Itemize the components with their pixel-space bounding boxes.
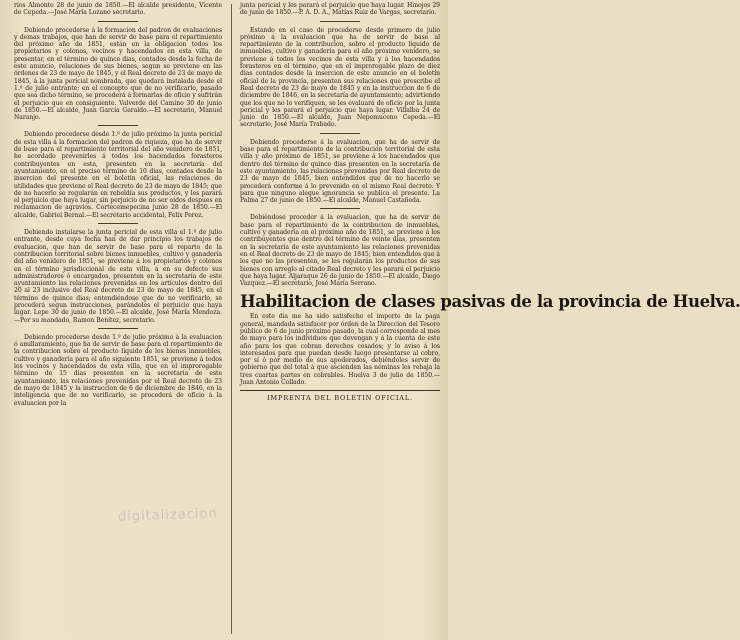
section-separator	[98, 21, 138, 22]
notice-paragraph: ríos Almonte 28 de junio de 1850.—El alcalde presidente, Vicente de Cepeda.—José María Lozano secretario.	[14, 2, 222, 17]
notice-paragraph: Debiendo procederse á la evaluacion, que ha de servir de base para el repartimiento de la contribucion territorial de esta villa y año próximo de 1851, se previene á los hacendados que dentro del término de quince dias presenten en la secretaría de este ayuntamiento, las relaciones prevenidas por Real decreto de 23 de mayo de 1845, bien entendidos que de no hacerlo se procederá conforme á lo prevenido en el mismo Real decreto. Y para que ninguno alegue ignorancia se publica el presente. La Palma 27 de junio de 1850.—El alcalde, Manuel Castañeda.	[240, 138, 440, 205]
left-column	[14, 2, 222, 638]
column-divider	[231, 4, 232, 634]
footer-rule	[240, 390, 440, 391]
watermark-text: digitalizacion	[117, 506, 218, 525]
section-separator	[98, 223, 138, 224]
notice-paragraph: Debiendo procederse desde 1.º de julio próximo á la evaluacion ó amillaramiento, que ha de servir de base para el repartimiento de la contribucion sobre el producto líquido de los bienes inmuebles, cultivo y ganadería para el año siguiente 1851, se previene á todos los vecinos y hacendados de esta villa, que en el improrogable término de 15 dias presenten en la secretaría de este ayuntamiento, las relaciones prevenidas por el Real decreto de 23 de mayo de 1845 y la instruccion de 6 de diciembre de 1846, en la inteligencia que de no verificarlo, se procederá de oficio á la evaluacion por la	[14, 333, 222, 407]
section-separator	[98, 328, 138, 329]
notice-paragraph: Debiendo procederse desde 1.º de julio próximo la junta pericial de esta villa á la formacion del padron de riqueza, que ha de servir de base para el repartimiento territorial del año venidero de 1851, he acordado prevenirles á todos los hacendados forasteros contribuyentes en esta, presenten en la secretaría del ayuntamiento, en el preciso término de 10 dias, contados desde la insercion del presente en el boletín oficial, las relaciones de utilidades que previene el Real decreto de 23 de mayo de 1845; que de no hacerlo se regularán en rebeldía sus productos, y les parará el perjuicio que haya lugar, sin perjuicio de no ser oidos despues en reclamacion de agravios. Cortecemepecina junio 28 de 1850.—El alcalde, Gabriel Bernal.—El secretario accidental, Felix Perez.	[14, 131, 222, 219]
printer-imprint: IMPRENTA DEL BOLETIN OFICIAL.	[267, 394, 413, 403]
section-separator	[320, 21, 360, 22]
section-separator	[320, 208, 360, 209]
right-column	[240, 2, 740, 638]
notice-paragraph: Estando en el caso de procederse desde primero de julio próximo á la evaluacion que ha de servir de base al repartimiento de la contribucion, sobre el producto líquido de inmuebles, cultivo y ganadería para el año próximo venidero, se previene á todos los vecinos de esta villa y á los hacendados forasteros en el término, que en el improrogable plazo de diez dias contados desde la insercion de este anuncio en el boletín oficial de la provincia, presenten sus relaciones que prescribe el Real decreto de 23 de mayo de 1845 y en la instruccion de 6 de diciembre de 1846, en la secretaría de ayuntamiento; advirtiendo que los que no lo verifiquen, se les evaluará de oficio por la junta pericial y les parará el perjuicio que haya lugar. Villalba 24 de junio de 1850.—El alcalde, Juan Nepomuceno Cepeda.—El secretario, José María Trabado.	[240, 26, 440, 129]
notice-paragraph: junta pericial y les parará el perjuicio que haya lugar. Hinojos 29 de junio de 1850.—P. A. D. A., Matías Ruiz de Vargas, secretario.	[240, 2, 440, 17]
notice-paragraph: Debiendo instalarse la junta pericial de esta villa el 1.º de julio entrante, desde cuya fecha han de dar principio los trabajos de evaluacion, que han de servir de base para el reparto de la contribucion territorial sobre bienes inmuebles, cultivo y ganadería del año venidero de 1851, se previene á los propietarios y colonos en el término jurisdiccional de esta villa, á en su defecto sus administradores ó encargados, presenten en la secretaría de este ayuntamiento las relaciones prevenidas en los artículos dentro del 20 al 23 inclusive del Real decreto de 23 de mayo de 1845, en el término de quince dias; entendiéndose que de no verificarlo, se procederá segun instrucciones, parándoles el perjuicio que haya lugar. Lepe 30 de junio de 1850.—El alcalde, José María Mendoza.—Por su mandado, Ramon Benitez, secretario.	[14, 229, 222, 324]
section-separator	[98, 125, 138, 126]
section-heading: Habilitacion de clases pasivas de la provincia de Huelva.	[240, 292, 740, 312]
notice-paragraph: Debiendo procederse á la formacion del padron de evaluaciones y demas trabajos, que han de servir de base para el repartimiento del próximo año de 1851, están en la obligacion todos los propietarios y colonos, vecinos y hacendados en esta villa, de presentar, en el término de quince dias, contados desde la fecha de este anuncio, relaciones de sus bienes, segun se previene en las órdenes de 23 de mayo de 1845, y el Real decreto de 23 de mayo de 1845, á la junta pericial nombrada, que quedará instalada desde el 1.º de julio entrante; en el concepto que de no verificarlo, pasado que sea dicho término, se procederá á formarlas de oficio y sufrirán el perjuicio que en consiguiente. Valverde del Camino 30 de junio de 1850.—El alcalde, Juan García Geraldo.—El secretario, Manuel Naranjo.	[14, 26, 222, 122]
notice-paragraph: Debiéndose proceder á la evaluacion, que ha de servir de base para el repartimiento de la contribucion de inmuebles, cultivo y ganadería en el próximo año de 1851, se previene á los contribuyentes que dentro del término de veinte dias, presenten en la secretaría de este ayuntamiento las relaciones prevenidas en el Real decreto de 23 de mayo de 1845; bien entendidos que á los que no las presenten, se les regularán los productos de sus bienes con arreglo al citado Real decreto y les parará el perjuicio que haya lugar. Aljaraque 26 de junio de 1850.—El alcalde, Diego Vazquez.—El secretario, José María Serrano.	[240, 214, 440, 288]
notice-paragraph: En este dia me ha sido satisfecho el importe de la paga general, mandada satisfacer por órden de la Direccion del Tesoro público de 6 de junio próximo pasado, la cual corresponde al mes de mayo para los individuos que devengan y á la cuenta de este año para los que cobran derechos cesados; y lo aviso á los interesados para que puedan desde luego presentarse al cobro, por sí ó por medio de sus apoderados, debiéndoles servir de gobierno que del total á que ascienden las nóminas les rebaja la tres cuartas partes en cobrables. Huelva 3 de julio de 1850.—Juan Antonio Collado.	[240, 313, 440, 387]
section-separator	[320, 133, 360, 134]
